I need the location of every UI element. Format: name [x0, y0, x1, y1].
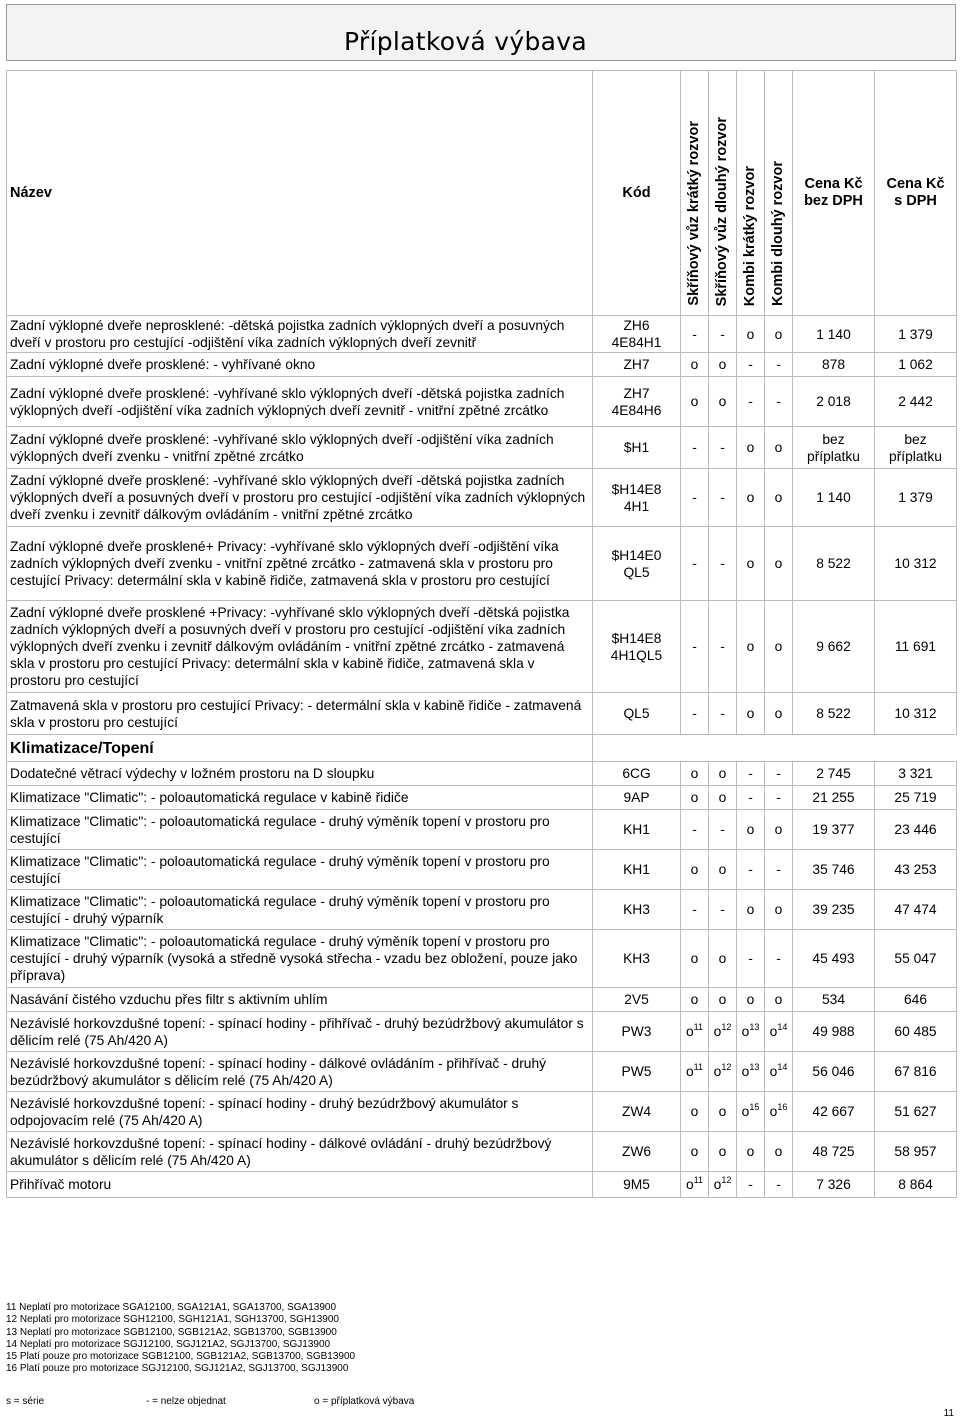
table-row: [7, 1092, 957, 1132]
availability-cell: o: [737, 810, 765, 850]
availability-cell: -: [709, 316, 737, 353]
availability-cell: o: [737, 1132, 765, 1172]
availability-cell: -: [765, 1172, 793, 1198]
price-gross: 43 253: [875, 850, 957, 890]
option-name: Nezávislé horkovzdušné topení: - spínací hodiny - přihřívač - druhý bezúdržbový akumulátor s dělicím relé (75 Ah/420 A): [7, 1012, 593, 1052]
option-code: ZH7: [593, 353, 681, 377]
header-price-net: Cena Kč bez DPH: [793, 71, 875, 316]
option-name: Klimatizace "Climatic": - poloautomatická regulace - druhý výměník topení v prostoru pro cestující: [7, 810, 593, 850]
availability-cell: o: [709, 1132, 737, 1172]
price-net: 8 522: [793, 693, 875, 735]
price-gross: 55 047: [875, 930, 957, 988]
section-blank-cell: [765, 735, 793, 762]
availability-cell: -: [681, 890, 709, 930]
option-code: $H14E8 4H1QL5: [593, 601, 681, 693]
option-name: Zadní výklopné dveře prosklené: - vyhřívané okno: [7, 353, 593, 377]
availability-cell: o: [681, 850, 709, 890]
table-row: [7, 930, 957, 988]
option-code: 2V5: [593, 988, 681, 1012]
table-row: [7, 762, 957, 786]
option-name: Přihřívač motoru: [7, 1172, 593, 1198]
availability-cell: $o^{13}$: [737, 1012, 765, 1052]
availability-cell: o: [765, 316, 793, 353]
availability-cell: o: [709, 988, 737, 1012]
option-name: Zadní výklopné dveře prosklené: -vyhřívané sklo výklopných dveří -odjištění víka zadních výklopných dveří zvenku - vnitřní zpětné zrcátko: [7, 427, 593, 469]
header-col3: Kombi krátký rozvor: [737, 71, 765, 316]
availability-cell: o: [709, 786, 737, 810]
availability-cell: -: [681, 469, 709, 527]
footnote-ref: 12: [721, 1175, 732, 1185]
availability-cell: o: [709, 762, 737, 786]
table-row: [7, 1052, 957, 1092]
price-gross: 646: [875, 988, 957, 1012]
table-row: [7, 316, 957, 353]
legend: [6, 1396, 606, 1407]
option-code: ZW6: [593, 1132, 681, 1172]
availability-cell: o: [709, 353, 737, 377]
availability-cell: -: [737, 850, 765, 890]
price-net: 21 255: [793, 786, 875, 810]
availability-cell: -: [681, 427, 709, 469]
option-code: ZH7 4E84H6: [593, 377, 681, 427]
option-code: QL5: [593, 693, 681, 735]
availability-cell: o: [765, 527, 793, 601]
price-net: 8 522: [793, 527, 875, 601]
section-header-row: [7, 735, 957, 762]
footnote-ref: 11: [693, 1022, 704, 1032]
table-row: [7, 1172, 957, 1198]
availability-cell: -: [709, 469, 737, 527]
availability-cell: -: [737, 353, 765, 377]
footnote-ref: 14: [777, 1022, 788, 1032]
legend-serie: s = série: [6, 1396, 45, 1407]
option-code: KH1: [593, 850, 681, 890]
section-blank-cell: [681, 735, 709, 762]
footnote-ref: 12: [721, 1062, 732, 1072]
availability-cell: o: [765, 810, 793, 850]
option-code: 9AP: [593, 786, 681, 810]
availability-cell: $o^{15}$: [737, 1092, 765, 1132]
option-name: Zadní výklopné dveře neprosklené: -dětská pojistka zadních výklopných dveří a posuvných dveří v prostoru pro cestující -odjištění víka zadních výklopných dveří zevnitř: [7, 316, 593, 353]
availability-cell: o: [765, 601, 793, 693]
availability-cell: -: [709, 810, 737, 850]
option-name: Klimatizace "Climatic": - poloautomatická regulace - druhý výměník topení v prostoru pro cestující: [7, 850, 593, 890]
price-net: 19 377: [793, 810, 875, 850]
option-name: Dodatečné větrací výdechy v ložném prostoru na D sloupku: [7, 762, 593, 786]
availability-cell: o: [765, 890, 793, 930]
table-row: [7, 1132, 957, 1172]
availability-cell: o: [709, 930, 737, 988]
price-gross: 10 312: [875, 527, 957, 601]
footnote: 11 Neplatí pro motorizace SGA12100, SGA121A1, SGA13700, SGA13900: [6, 1302, 337, 1313]
availability-cell: -: [737, 762, 765, 786]
availability-cell: $o^{16}$: [765, 1092, 793, 1132]
availability-cell: o: [681, 353, 709, 377]
availability-cell: -: [765, 762, 793, 786]
section-blank-cell: [793, 735, 875, 762]
price-net: 2 018: [793, 377, 875, 427]
title-box: [6, 4, 956, 61]
footnote: 12 Neplatí pro motorizace SGH12100, SGH121A1, SGH13700, SGH13900: [6, 1314, 339, 1326]
availability-cell: $o^{11}$: [681, 1172, 709, 1198]
option-code: KH1: [593, 810, 681, 850]
footnote-ref: 13: [749, 1022, 760, 1032]
footnote-ref: 15: [749, 1102, 760, 1112]
availability-cell: o: [681, 377, 709, 427]
price-net: 49 988: [793, 1012, 875, 1052]
option-name: Zadní výklopné dveře prosklené: -vyhřívané sklo výklopných dveří -dětská pojistka zadních výklopných dveří -odjištění víka zadních výklopných dveří zevnitř - vnitřní zpětné zrcátko: [7, 377, 593, 427]
price-net: 1 140: [793, 316, 875, 353]
price-net: 35 746: [793, 850, 875, 890]
availability-cell: $o^{12}$: [709, 1012, 737, 1052]
table-header-row: [7, 71, 957, 316]
page-title: Příplatková výbava: [343, 27, 587, 56]
availability-cell: $o^{14}$: [765, 1052, 793, 1092]
price-net: 42 667: [793, 1092, 875, 1132]
availability-cell: o: [737, 693, 765, 735]
footnote-ref: 12: [721, 1022, 732, 1032]
table-row: [7, 353, 957, 377]
header-code: Kód: [593, 71, 681, 316]
availability-cell: o: [737, 469, 765, 527]
option-code: ZH6 4E84H1: [593, 316, 681, 353]
availability-cell: -: [681, 693, 709, 735]
availability-cell: -: [765, 930, 793, 988]
availability-cell: o: [765, 693, 793, 735]
option-name: Zadní výklopné dveře prosklené: -vyhřívané sklo výklopných dveří -dětská pojistka zadních výklopných dveří a posuvných dveří v prostoru pro cestující -odjištění víka zadních výklopných dveří zvenku i zevnitř dálkovým ovládáním - vnitřní zpětné zrcátko: [7, 469, 593, 527]
availability-cell: -: [737, 1172, 765, 1198]
option-name: Klimatizace "Climatic": - poloautomatická regulace v kabině řidiče: [7, 786, 593, 810]
price-net: bez příplatku: [793, 427, 875, 469]
option-code: KH3: [593, 930, 681, 988]
table-row: [7, 377, 957, 427]
option-code: ZW4: [593, 1092, 681, 1132]
header-col4: Kombi dlouhý rozvor: [765, 71, 793, 316]
availability-cell: o: [765, 1132, 793, 1172]
option-name: Nezávislé horkovzdušné topení: - spínací hodiny - dálkové ovládání - druhý bezúdržbový akumulátor s dělicím relé (75 Ah/420 A): [7, 1132, 593, 1172]
availability-cell: -: [681, 601, 709, 693]
footnote: 14 Neplatí pro motorizace SGJ12100, SGJ121A2, SGJ13700, SGJ13900: [6, 1338, 331, 1350]
table-row: [7, 693, 957, 735]
price-net: 48 725: [793, 1132, 875, 1172]
footnote: 16 Platí pouze pro motorizace SGJ12100, SGJ121A2, SGJ13700, SGJ13900: [6, 1363, 349, 1375]
availability-cell: o: [737, 601, 765, 693]
availability-cell: o: [681, 1092, 709, 1132]
price-net: 56 046: [793, 1052, 875, 1092]
option-name: Zatmavená skla v prostoru pro cestující Privacy: - determální skla v kabině řidiče - zatmavená skla v prostoru pro cestující: [7, 693, 593, 735]
availability-cell: -: [737, 930, 765, 988]
price-net: 9 662: [793, 601, 875, 693]
section-blank-cell: [709, 735, 737, 762]
price-gross: 2 442: [875, 377, 957, 427]
price-gross: 47 474: [875, 890, 957, 930]
availability-cell: -: [765, 786, 793, 810]
price-gross: 23 446: [875, 810, 957, 850]
table-row: [7, 850, 957, 890]
availability-cell: -: [681, 810, 709, 850]
availability-cell: -: [765, 377, 793, 427]
availability-cell: $o^{13}$: [737, 1052, 765, 1092]
footnote-ref: 11: [693, 1062, 704, 1072]
option-code: 9M5: [593, 1172, 681, 1198]
section-title: Klimatizace/Topení: [7, 735, 593, 762]
table-row: [7, 890, 957, 930]
availability-cell: o: [681, 930, 709, 988]
availability-cell: o: [765, 427, 793, 469]
header-name: Název: [7, 71, 593, 316]
option-code: $H14E8 4H1: [593, 469, 681, 527]
table-row: [7, 469, 957, 527]
availability-cell: $o^{12}$: [709, 1172, 737, 1198]
section-blank-cell: [593, 735, 681, 762]
availability-cell: o: [737, 890, 765, 930]
availability-cell: -: [737, 377, 765, 427]
header-price-gross: Cena Kč s DPH: [875, 71, 957, 316]
price-net: 7 326: [793, 1172, 875, 1198]
table-row: [7, 988, 957, 1012]
availability-cell: -: [681, 527, 709, 601]
availability-cell: -: [681, 316, 709, 353]
availability-cell: $o^{11}$: [681, 1052, 709, 1092]
availability-cell: $o^{12}$: [709, 1052, 737, 1092]
header-col2: Skříňový vůz dlouhý rozvor: [709, 71, 737, 316]
table-row: [7, 601, 957, 693]
price-gross: 10 312: [875, 693, 957, 735]
table-row: [7, 786, 957, 810]
footnotes: [6, 1302, 355, 1376]
footnote-ref: 13: [749, 1062, 760, 1072]
availability-cell: -: [765, 850, 793, 890]
price-net: 39 235: [793, 890, 875, 930]
availability-cell: -: [709, 427, 737, 469]
price-gross: 1 062: [875, 353, 957, 377]
option-name: Klimatizace "Climatic": - poloautomatická regulace - druhý výměník topení v prostoru pro cestující - druhý výparník: [7, 890, 593, 930]
availability-cell: -: [709, 527, 737, 601]
table-row: [7, 527, 957, 601]
price-net: 878: [793, 353, 875, 377]
availability-cell: o: [737, 988, 765, 1012]
page-number: 11: [943, 1408, 954, 1419]
price-net: 45 493: [793, 930, 875, 988]
price-gross: 11 691: [875, 601, 957, 693]
header-col1: Skříňový vůz krátký rozvor: [681, 71, 709, 316]
price-gross: 51 627: [875, 1092, 957, 1132]
option-name: Zadní výklopné dveře prosklené+ Privacy: -vyhřívané sklo výklopných dveří -odjištění víka zadních výklopných dveří zvenku - vnitřní zpětné zrcátko - zatmavená skla v prostoru pro cestující Privacy: determální skla v kabině řidiče, zatmavená skla v prostoru pro cestující: [7, 527, 593, 601]
availability-cell: -: [709, 601, 737, 693]
option-code: PW5: [593, 1052, 681, 1092]
availability-cell: o: [737, 527, 765, 601]
availability-cell: -: [765, 353, 793, 377]
legend-optional: o = příplatková výbava: [314, 1396, 415, 1407]
footnote-ref: 14: [777, 1062, 788, 1072]
price-net: 534: [793, 988, 875, 1012]
availability-cell: o: [709, 1092, 737, 1132]
price-gross: 67 816: [875, 1052, 957, 1092]
option-name: Klimatizace "Climatic": - poloautomatická regulace - druhý výměník topení v prostoru pro cestující - druhý výparník (vysoká a středně vysoká střecha - vzadu bez obložení, pouze jako příprava): [7, 930, 593, 988]
table-row: [7, 427, 957, 469]
availability-cell: o: [709, 850, 737, 890]
price-gross: 1 379: [875, 469, 957, 527]
option-code: $H14E0 QL5: [593, 527, 681, 601]
price-gross: 8 864: [875, 1172, 957, 1198]
option-name: Zadní výklopné dveře prosklené +Privacy: -vyhřívané sklo výklopných dveří -dětská pojistka zadních výklopných dveří a posuvných dveří v prostoru pro cestující -odjištění víka zadních výklopných dveří zvenku i zevnitř dálkovým ovládáním - vnitřní zpětné zrcátko - zatmavená skla v prostoru pro cestující Privacy: determální skla v kabině řidiče, zatmavená skla v prostoru pro cestující: [7, 601, 593, 693]
availability-cell: o: [765, 988, 793, 1012]
option-code: $H1: [593, 427, 681, 469]
availability-cell: -: [709, 890, 737, 930]
legend-not-orderable: - = nelze objednat: [146, 1396, 226, 1407]
option-code: PW3: [593, 1012, 681, 1052]
price-gross: 3 321: [875, 762, 957, 786]
price-net: 2 745: [793, 762, 875, 786]
footnote: 13 Neplatí pro motorizace SGB12100, SGB121A2, SGB13700, SGB13900: [6, 1326, 337, 1338]
price-gross: 60 485: [875, 1012, 957, 1052]
price-gross: 25 719: [875, 786, 957, 810]
price-gross: 1 379: [875, 316, 957, 353]
option-name: Nasávání čistého vzduchu přes filtr s aktivním uhlím: [7, 988, 593, 1012]
option-name: Nezávislé horkovzdušné topení: - spínací hodiny - druhý bezúdržbový akumulátor s odpojovacím relé (75 Ah/420 A): [7, 1092, 593, 1132]
footnote: 15 Platí pouze pro motorizace SGB12100, SGB121A2, SGB13700, SGB13900: [6, 1351, 356, 1363]
table-row: [7, 1012, 957, 1052]
table-row: [7, 810, 957, 850]
price-gross: bez příplatku: [875, 427, 957, 469]
availability-cell: o: [681, 786, 709, 810]
availability-cell: o: [737, 427, 765, 469]
section-blank-cell: [875, 735, 957, 762]
availability-cell: o: [681, 988, 709, 1012]
availability-cell: $o^{14}$: [765, 1012, 793, 1052]
availability-cell: o: [709, 377, 737, 427]
availability-cell: o: [765, 469, 793, 527]
options-table: [6, 70, 957, 1198]
availability-cell: -: [737, 786, 765, 810]
availability-cell: o: [737, 316, 765, 353]
availability-cell: $o^{11}$: [681, 1012, 709, 1052]
option-code: KH3: [593, 890, 681, 930]
availability-cell: o: [681, 762, 709, 786]
option-code: 6CG: [593, 762, 681, 786]
availability-cell: -: [709, 693, 737, 735]
availability-cell: o: [681, 1132, 709, 1172]
price-net: 1 140: [793, 469, 875, 527]
footnote-ref: 16: [777, 1102, 788, 1112]
footnote-ref: 11: [693, 1175, 704, 1185]
section-blank-cell: [737, 735, 765, 762]
option-name: Nezávislé horkovzdušné topení: - spínací hodiny - dálkové ovládáním - přihřívač - druhý bezúdržbový akumulátor s dělicím relé (75 Ah/420 A): [7, 1052, 593, 1092]
price-gross: 58 957: [875, 1132, 957, 1172]
